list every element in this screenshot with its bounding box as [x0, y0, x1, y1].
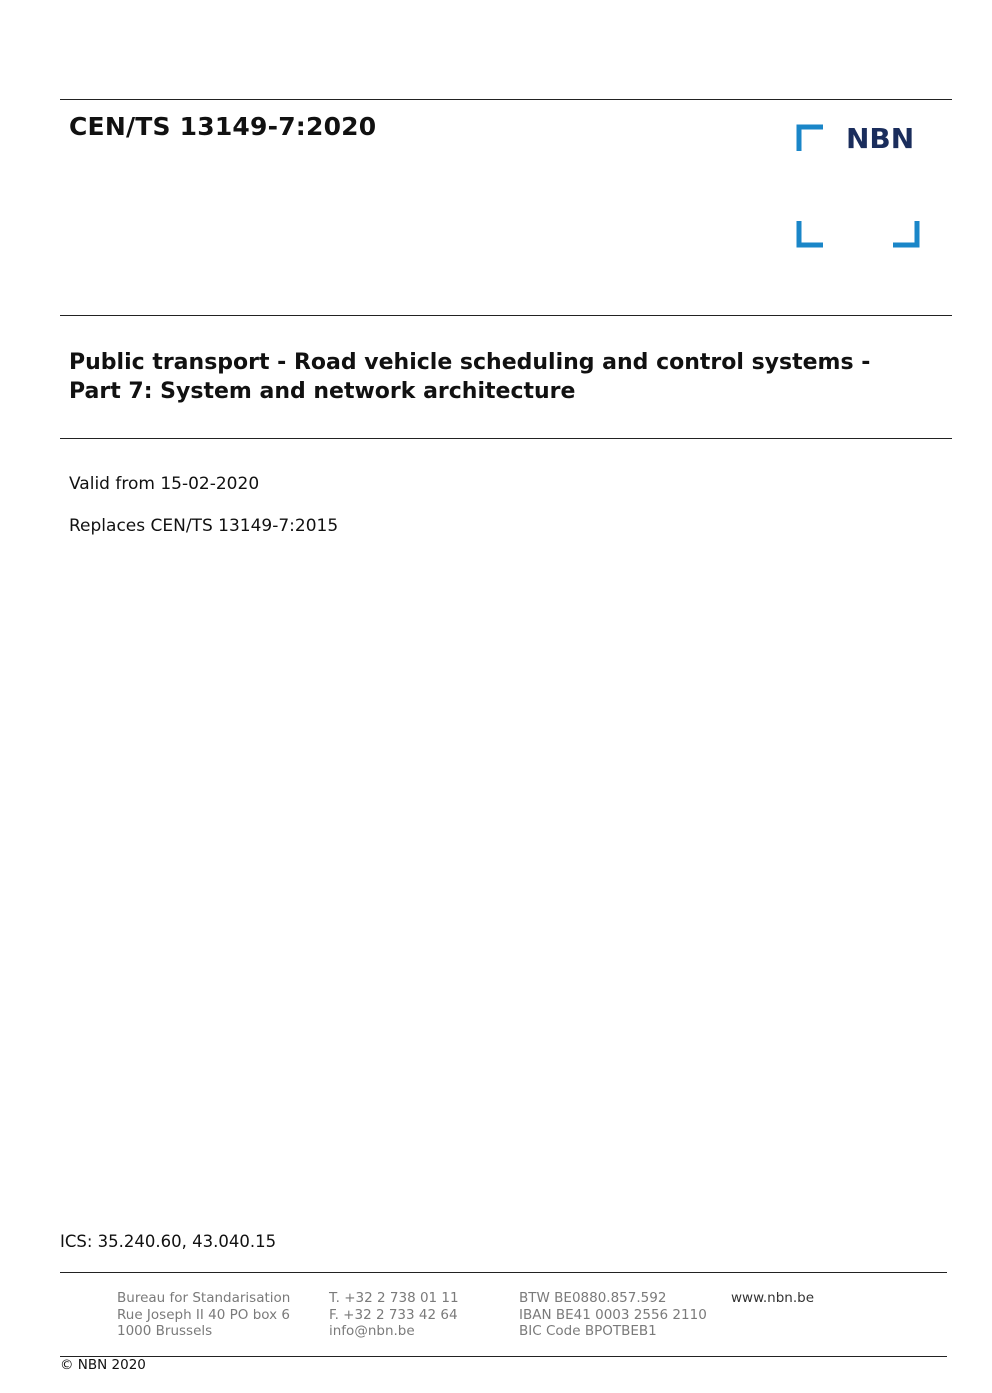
footer-bottom-rule: [60, 1356, 947, 1357]
logo-bracket-bottom-right: [893, 221, 917, 245]
nbn-logo: [796, 124, 920, 248]
title-line-1: Public transport - Road vehicle scheduling and control systems -: [69, 350, 871, 375]
title-top-rule: [60, 315, 952, 316]
copyright: © NBN 2020: [60, 1357, 146, 1373]
document-number: CEN/TS 13149-7:2020: [69, 112, 377, 141]
top-rule: [60, 99, 952, 100]
phone: T. +32 2 738 01 11: [329, 1290, 459, 1306]
document-title: [69, 348, 949, 406]
address-line: Bureau for Standarisation: [117, 1290, 291, 1306]
bic-code: BIC Code BPOTBEB1: [519, 1323, 657, 1339]
ics-codes: ICS: 35.240.60, 43.040.15: [60, 1232, 277, 1251]
valid-from: Valid from 15-02-2020: [69, 474, 260, 494]
email-link[interactable]: info@nbn.be: [329, 1323, 415, 1339]
footer-bank: [519, 1290, 707, 1340]
logo-text: NBN: [846, 124, 915, 155]
footer-contact: [329, 1290, 459, 1340]
iban: IBAN BE41 0003 2556 2110: [519, 1306, 707, 1323]
logo-bracket-top-left: [799, 127, 823, 151]
fax: F. +32 2 733 42 64: [329, 1306, 458, 1323]
footer-address: [117, 1290, 290, 1340]
footer-top-rule: [60, 1272, 947, 1273]
logo-bracket-bottom-left: [799, 221, 823, 245]
address-line: 1000 Brussels: [117, 1323, 213, 1339]
title-line-2: Part 7: System and network architecture: [69, 379, 576, 404]
website-link[interactable]: www.nbn.be: [731, 1290, 815, 1306]
vat-number: BTW BE0880.857.592: [519, 1290, 667, 1306]
address-line: Rue Joseph II 40 PO box 6: [117, 1306, 290, 1323]
replaces: Replaces CEN/TS 13149-7:2015: [69, 516, 339, 536]
footer-website: [731, 1290, 814, 1307]
title-bottom-rule: [60, 438, 952, 439]
